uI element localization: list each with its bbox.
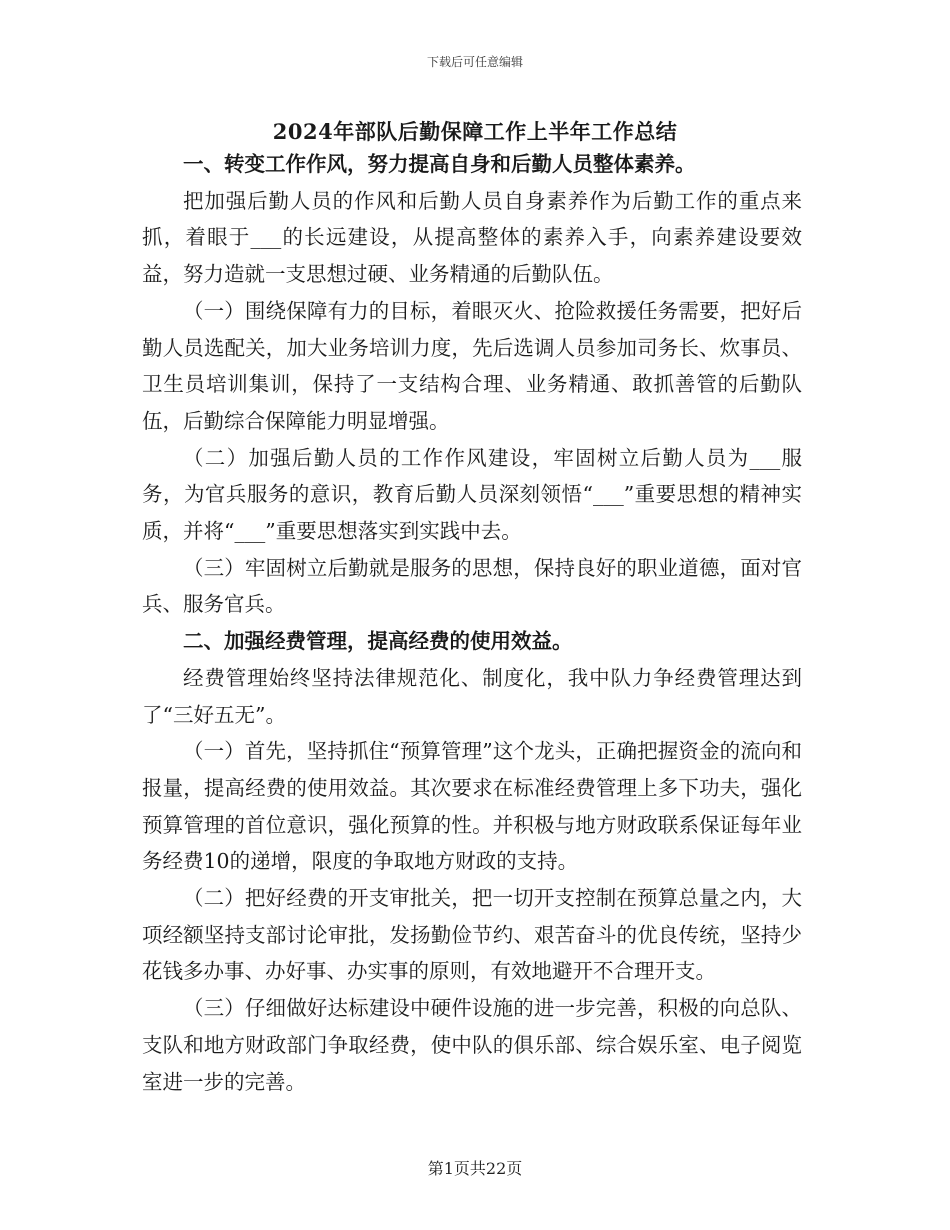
- paragraph: 经费管理始终坚持法律规范化、制度化，我中队力争经费管理达到了“三好五无”。: [142, 665, 802, 727]
- document-title: 2024年部队后勤保障工作上半年工作总结: [272, 119, 678, 144]
- page-footer: 第1页共22页: [427, 1159, 523, 1178]
- paragraph: （三）牢固树立后勤就是服务的思想，保持良好的职业道德，面对官兵、服务官兵。: [142, 555, 802, 617]
- paragraph: （二）加强后勤人员的工作作风建设，牢固树立后勤人员为___服务，为官兵服务的意识，教育后勤人员深刻领悟“___”重要思想的精神实质，并将“___”重要思想落实到实践中去。: [142, 445, 802, 544]
- paragraph: （一）围绕保障有力的目标，着眼灭火、抢险救援任务需要，把好后勤人员选配关，加大业务培训力度，先后选调人员参加司务长、炊事员、卫生员培训集训，保持了一支结构合理、业务精通、敢抓善管的后勤队伍，后勤综合保障能力明显增强。: [142, 298, 802, 433]
- section-heading-1: 一、转变工作作风，努力提高自身和后勤人员整体素养。: [183, 152, 696, 176]
- document-body: [142, 146, 802, 1100]
- header-note: 下载后可任意编辑: [426, 55, 523, 69]
- paragraph: （二）把好经费的开支审批关，把一切开支控制在预算总量之内，大项经额坚持支部讨论审批，发扬勤俭节约、艰苦奋斗的优良传统，坚持少花钱多办事、办好事、办实事的原则，有效地避开不合理开支。: [142, 886, 802, 984]
- paragraph: （一）首先，坚持抓住“预算管理”这个龙头，正确把握资金的流向和报量，提高经费的使用效益。其次要求在标准经费管理上多下功夫，强化预算管理的首位意识，强化预算的性。并积极与地方财政联系保证每年业务经费10的递增，限度的争取地方财政的支持。: [142, 739, 802, 874]
- paragraph: （三）仔细做好达标建设中硬件设施的进一步完善，积极的向总队、支队和地方财政部门争取经费，使中队的俱乐部、综合娱乐室、电子阅览室进一步的完善。: [142, 996, 802, 1094]
- paragraph: 把加强后勤人员的作风和后勤人员自身素养作为后勤工作的重点来抓，着眼于___的长远建设，从提高整体的素养入手，向素养建设要效益，努力造就一支思想过硬、业务精通的后勤队伍。: [142, 188, 802, 287]
- section-heading-2: 二、加强经费管理，提高经费的使用效益。: [183, 629, 573, 654]
